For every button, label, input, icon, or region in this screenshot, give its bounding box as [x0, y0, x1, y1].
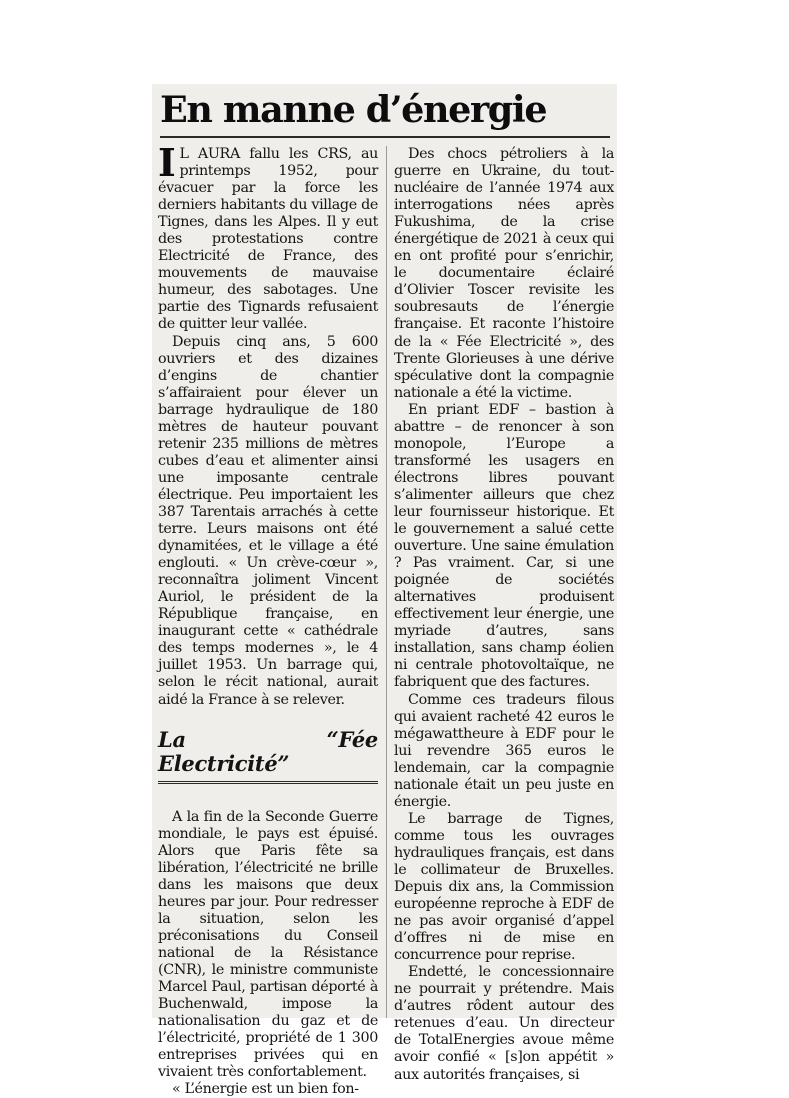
body-paragraph: Comme ces tradeurs filous qui avaient racheté 42 euros le mégawattheure à EDF pour le lui revendre 365 euros le lendemain, car la compagnie nationale était un peu juste en énergie. [394, 691, 614, 810]
section-subheading: La “Fée Electricité” [158, 728, 378, 784]
article-column-right [394, 146, 614, 1084]
body-paragraph: « L’énergie est un bien fon- [172, 1081, 359, 1098]
lead-paragraph [158, 140, 378, 334]
article-headline: En manne d’énergie [160, 84, 610, 138]
body-paragraph: A la fin de la Seconde Guerre mondiale, le pays est épuisé. Alors que Paris fête sa libération, l’électricité ne brille dans les maisons que deux heures par jour. Pour redresser la situation, selon les préconisations du Conseil national de la Résistance (CNR), le ministre communiste Marcel Paul, partisan déporté à Buchenwald, impose la nationalisation du gaz et de l’électricité, propriété de 1 300 entreprises privées qui en vivaient très confortablement. [158, 808, 378, 1081]
body-paragraph: Le barrage de Tignes, comme tous les ouvrages hydrauliques français, est dans le collimateur de Bruxelles. Depuis dix ans, la Commission européenne reproche à EDF de ne pas avoir organisé d’appel d’offres ni de mise en concurrence pour reprise. [394, 810, 614, 964]
body-paragraph: Endetté, le concessionnaire ne pourrait y prétendre. Mais d’autres rôdent autour des retenues d’eau. Un directeur de TotalEnergies avoue même avoir confié « [s]on appétit » aux autorités françaises, si [394, 964, 614, 1083]
drop-cap: I [158, 140, 176, 185]
body-paragraph: Depuis cinq ans, 5 600 ouvriers et des dizaines d’engins de chantier s’affairaient pour élever un barrage hydraulique de 180 mètres de hauteur pouvant retenir 235 millions de mètres cubes d’eau et alimenter ainsi une imposante centrale électrique. Peu importaient les 387 Tarentais arrachés à cette terre. Leurs maisons ont été dynamitées, et le village a été englouti. « Un crève-cœur », reconnaîtra joliment Vincent Auriol, le président de la République française, en inaugurant cette « cathédrale des temps modernes », le 4 juillet 1953. Un barrage qui, selon le récit national, aurait aidé la France à se relever. [158, 333, 378, 708]
body-paragraph: En priant EDF – bastion à abattre – de renoncer à son monopole, l’Europe a transformé les usagers en électrons libres pouvant s’alimenter ailleurs que chez leur fournisseur historique. Et le gouvernement a salué cette ouverture. Une saine émulation ? Pas vraiment. Car, si une poignée de sociétés alternatives produisent effectivement leur énergie, une myriade d’autres, sans installation, sans champ éolien ni centrale photovoltaïque, ne fabriquent que des factures. [394, 401, 614, 691]
newspaper-clipping [152, 84, 617, 1098]
article-column-left [158, 140, 378, 1098]
column-divider [386, 146, 387, 1018]
lead-paragraph-text: L AURA fallu les CRS, au printemps 1952, pour évacuer par la force les derniers habitants du village de Tignes, dans les Alpes. Il y eut des protestations contre Electricité de France, des mouvements de mauvaise humeur, des sabotages. Une partie des Tignards refusaient de quitter leur vallée. [158, 146, 378, 333]
body-paragraph: Des chocs pétroliers à la guerre en Ukraine, du tout-nucléaire de l’année 1974 aux interrogations nées après Fukushima, de la crise énergétique de 2021 à ceux qui en ont profité pour s’enrichir, le documentaire éclairé d’Olivier Toscer revisite les soubresauts de l’énergie française. Et raconte l’histoire de la « Fée Electricité », des Trente Glorieuses à une dérive spéculative dont la compagnie nationale a été la victime. [394, 146, 614, 401]
